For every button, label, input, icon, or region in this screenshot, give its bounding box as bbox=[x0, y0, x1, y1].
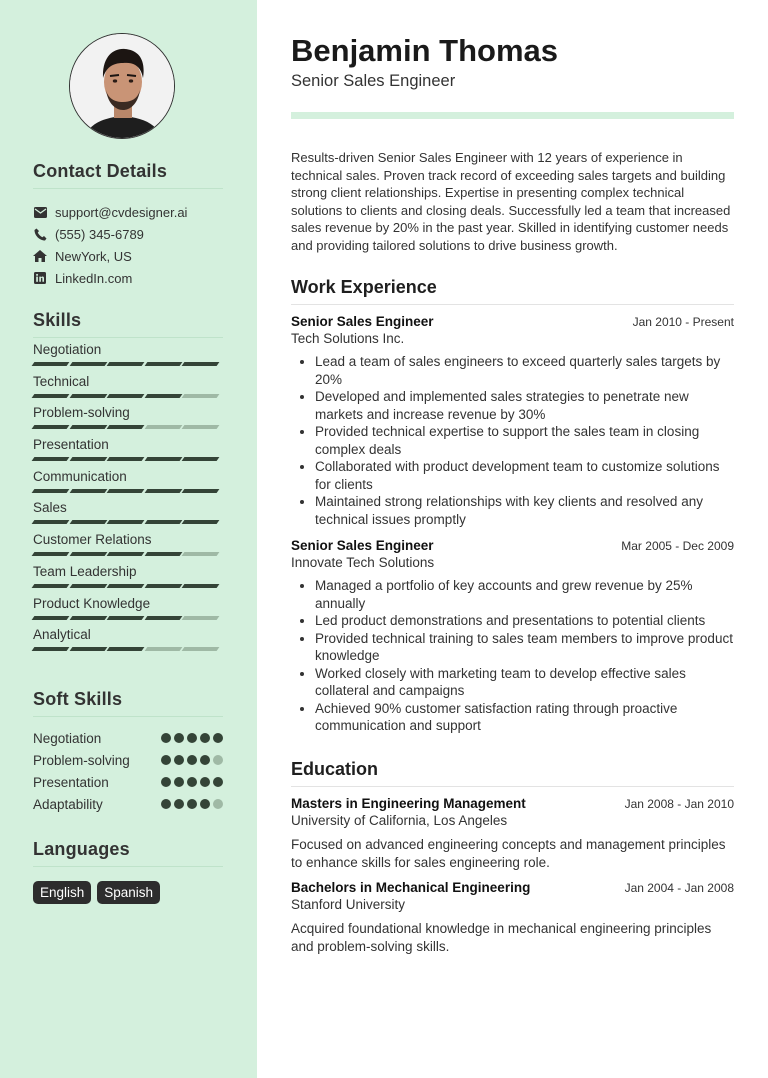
contact-title: Contact Details bbox=[33, 161, 223, 189]
skill-level-segment bbox=[107, 647, 144, 651]
soft-skill-name: Problem-solving bbox=[33, 752, 130, 768]
skill-level-segment bbox=[144, 394, 181, 398]
school-name: Stanford University bbox=[291, 897, 406, 912]
degree-name: Masters in Engineering Management bbox=[291, 796, 526, 811]
skill-item bbox=[33, 625, 223, 657]
skill-name: Analytical bbox=[33, 627, 91, 643]
education-date: Jan 2004 - Jan 2008 bbox=[624, 881, 734, 895]
skill-level-segment bbox=[32, 362, 69, 366]
envelope-icon bbox=[33, 205, 47, 219]
skill-level-segment bbox=[107, 552, 144, 556]
soft-skill-item bbox=[33, 727, 223, 749]
soft-skill-rating bbox=[161, 777, 223, 787]
linkedin-icon bbox=[33, 271, 47, 285]
soft-skills-title: Soft Skills bbox=[33, 689, 223, 717]
skill-level-meter bbox=[33, 457, 218, 461]
skill-level-meter bbox=[33, 489, 218, 493]
rating-dot bbox=[200, 755, 210, 765]
skill-level-meter bbox=[33, 552, 218, 556]
job-bullet: • Lead a team of sales engineers to exceed quarterly sales targets by 20% bbox=[315, 353, 734, 388]
skills-title: Skills bbox=[33, 310, 223, 338]
skill-level-segment bbox=[69, 616, 106, 620]
skill-item bbox=[33, 498, 223, 530]
rating-dot bbox=[161, 755, 171, 765]
soft-skills-section bbox=[33, 689, 223, 815]
job-role: Senior Sales Engineer bbox=[291, 314, 434, 329]
profile-photo bbox=[69, 33, 175, 139]
skill-level-segment bbox=[144, 647, 181, 651]
phone-icon bbox=[33, 227, 47, 241]
rating-dot bbox=[187, 799, 197, 809]
skill-level-segment bbox=[107, 457, 144, 461]
rating-dot bbox=[200, 777, 210, 787]
job-bullet: • Managed a portfolio of key accounts and grew revenue by 25% annually bbox=[315, 577, 734, 612]
job-bullets bbox=[291, 353, 734, 528]
skill-name: Customer Relations bbox=[33, 532, 152, 548]
skill-level-segment bbox=[182, 520, 219, 524]
rating-dot bbox=[161, 733, 171, 743]
skill-item bbox=[33, 372, 223, 404]
language-badge: English bbox=[33, 881, 91, 904]
job-bullet: • Developed and implemented sales strategies to penetrate new markets and increase revenue by 30% bbox=[315, 388, 734, 423]
job-date: Mar 2005 - Dec 2009 bbox=[621, 539, 734, 553]
skill-level-segment bbox=[69, 520, 106, 524]
skill-level-segment bbox=[144, 552, 181, 556]
rating-dot bbox=[174, 777, 184, 787]
skill-level-segment bbox=[182, 457, 219, 461]
skill-level-segment bbox=[182, 647, 219, 651]
languages-section bbox=[33, 839, 223, 904]
skill-level-segment bbox=[107, 394, 144, 398]
skill-level-segment bbox=[32, 425, 69, 429]
skill-level-segment bbox=[144, 584, 181, 588]
skill-level-segment bbox=[32, 520, 69, 524]
skill-name: Presentation bbox=[33, 437, 109, 453]
candidate-title: Senior Sales Engineer bbox=[291, 72, 456, 90]
skill-item bbox=[33, 530, 223, 562]
education-description: Acquired foundational knowledge in mechanical engineering principles and problem-solving skills. bbox=[291, 921, 712, 954]
contact-item bbox=[33, 245, 223, 267]
job-entry bbox=[291, 314, 734, 528]
job-bullet: • Maintained strong relationships with key clients and resolved any technical issues promptly bbox=[315, 493, 734, 528]
contact-item bbox=[33, 201, 223, 223]
skill-name: Communication bbox=[33, 468, 127, 484]
skill-level-segment bbox=[107, 520, 144, 524]
languages-list bbox=[33, 881, 223, 904]
soft-skill-item bbox=[33, 793, 223, 815]
skill-level-segment bbox=[182, 616, 219, 620]
soft-skill-item bbox=[33, 749, 223, 771]
skill-level-segment bbox=[32, 489, 69, 493]
accent-divider bbox=[291, 112, 734, 119]
rating-dot bbox=[174, 733, 184, 743]
skill-level-meter bbox=[33, 362, 218, 366]
skill-level-segment bbox=[32, 584, 69, 588]
skill-level-segment bbox=[182, 362, 219, 366]
languages-title: Languages bbox=[33, 839, 223, 867]
skill-level-segment bbox=[107, 425, 144, 429]
education-title: Education bbox=[291, 759, 734, 787]
education-entry bbox=[291, 796, 734, 871]
rating-dot bbox=[187, 733, 197, 743]
skill-level-segment bbox=[182, 425, 219, 429]
rating-dot bbox=[213, 755, 223, 765]
soft-skill-name: Presentation bbox=[33, 774, 109, 790]
rating-dot bbox=[187, 777, 197, 787]
soft-skills-list bbox=[33, 727, 223, 815]
job-bullet: • Worked closely with marketing team to develop effective sales collateral and campaigns bbox=[315, 665, 734, 700]
skill-level-segment bbox=[69, 552, 106, 556]
job-bullet: • Provided technical expertise to support the sales team in closing complex deals bbox=[315, 423, 734, 458]
job-bullets bbox=[291, 577, 734, 735]
rating-dot bbox=[200, 733, 210, 743]
education-description: Focused on advanced engineering concepts and management principles to enhance skills for sales engineering role. bbox=[291, 837, 726, 870]
skill-level-segment bbox=[144, 616, 181, 620]
skill-level-segment bbox=[107, 616, 144, 620]
skill-name: Team Leadership bbox=[33, 563, 137, 579]
rating-dot bbox=[187, 755, 197, 765]
rating-dot bbox=[161, 777, 171, 787]
skill-level-segment bbox=[107, 584, 144, 588]
candidate-name: Benjamin Thomas bbox=[291, 33, 558, 68]
job-bullet: • Collaborated with product development team to customize solutions for clients bbox=[315, 458, 734, 493]
contact-list bbox=[33, 201, 223, 289]
skills-list bbox=[33, 340, 223, 657]
skill-level-meter bbox=[33, 584, 218, 588]
degree-name: Bachelors in Mechanical Engineering bbox=[291, 880, 531, 895]
avatar-icon bbox=[70, 34, 175, 139]
rating-dot bbox=[213, 799, 223, 809]
skill-level-segment bbox=[144, 489, 181, 493]
job-bullet: • Led product demonstrations and presentations to potential clients bbox=[315, 612, 734, 630]
sidebar bbox=[0, 0, 257, 1078]
skill-name: Sales bbox=[33, 500, 67, 516]
soft-skill-name: Negotiation bbox=[33, 730, 102, 746]
job-company: Tech Solutions Inc. bbox=[291, 331, 405, 346]
skill-level-segment bbox=[182, 489, 219, 493]
skill-level-segment bbox=[69, 394, 106, 398]
job-entry bbox=[291, 538, 734, 735]
skill-level-segment bbox=[144, 362, 181, 366]
skill-level-segment bbox=[69, 425, 106, 429]
skill-level-segment bbox=[182, 394, 219, 398]
skill-name: Technical bbox=[33, 373, 90, 389]
skill-level-segment bbox=[69, 584, 106, 588]
rating-dot bbox=[174, 755, 184, 765]
skill-item bbox=[33, 594, 223, 626]
profile-summary: Results-driven Senior Sales Engineer with 12 years of experience in technical sales. Proven track record of exceeding sales targets and building strong client relationships. Expertise in presenting complex technical solutions to clients and closing deals. Successfully led a team that increased sales revenue by 20% in the past year. Skilled in identifying customer needs and providing tailored solutions to drive business growth. bbox=[291, 150, 731, 253]
skill-level-segment bbox=[32, 394, 69, 398]
school-name: University of California, Los Angeles bbox=[291, 813, 508, 828]
skill-level-segment bbox=[32, 647, 69, 651]
skill-level-meter bbox=[33, 425, 218, 429]
skills-section bbox=[33, 310, 223, 657]
soft-skill-rating bbox=[161, 799, 223, 809]
skill-level-segment bbox=[182, 584, 219, 588]
skill-level-segment bbox=[32, 616, 69, 620]
rating-dot bbox=[161, 799, 171, 809]
work-title: Work Experience bbox=[291, 277, 734, 305]
skill-level-segment bbox=[69, 489, 106, 493]
soft-skill-item bbox=[33, 771, 223, 793]
rating-dot bbox=[213, 733, 223, 743]
contact-item bbox=[33, 267, 223, 289]
education-entry bbox=[291, 880, 734, 955]
contact-text: (555) 345-6789 bbox=[55, 226, 144, 242]
skill-level-segment bbox=[144, 457, 181, 461]
home-icon bbox=[33, 249, 47, 263]
language-badge: Spanish bbox=[97, 881, 160, 904]
skill-name: Negotiation bbox=[33, 342, 102, 357]
contact-text: NewYork, US bbox=[55, 248, 132, 264]
skill-level-meter bbox=[33, 616, 218, 620]
education-date: Jan 2008 - Jan 2010 bbox=[624, 797, 734, 811]
skill-item bbox=[33, 340, 223, 372]
contact-text: support@cvdesigner.ai bbox=[55, 204, 188, 220]
job-company: Innovate Tech Solutions bbox=[291, 555, 435, 570]
skill-level-segment bbox=[69, 362, 106, 366]
rating-dot bbox=[213, 777, 223, 787]
skill-item bbox=[33, 467, 223, 499]
job-bullet: • Achieved 90% customer satisfaction rating through proactive communication and support bbox=[315, 700, 734, 735]
skill-level-segment bbox=[107, 362, 144, 366]
skill-level-segment bbox=[107, 489, 144, 493]
soft-skill-rating bbox=[161, 755, 223, 765]
skill-level-segment bbox=[182, 552, 219, 556]
skill-item bbox=[33, 562, 223, 594]
skill-item bbox=[33, 435, 223, 467]
skill-level-segment bbox=[32, 552, 69, 556]
contact-text: LinkedIn.com bbox=[55, 270, 133, 286]
job-date: Jan 2010 - Present bbox=[632, 315, 734, 329]
skill-level-segment bbox=[144, 425, 181, 429]
job-role: Senior Sales Engineer bbox=[291, 538, 434, 553]
skill-level-segment bbox=[32, 457, 69, 461]
skill-name: Problem-solving bbox=[33, 405, 130, 421]
skill-level-segment bbox=[144, 520, 181, 524]
soft-skill-rating bbox=[161, 733, 223, 743]
skill-level-meter bbox=[33, 520, 218, 524]
soft-skill-name: Adaptability bbox=[33, 796, 103, 812]
skill-level-segment bbox=[69, 647, 106, 651]
job-bullet: • Provided technical training to sales team members to improve product knowledge bbox=[315, 630, 734, 665]
skill-item bbox=[33, 403, 223, 435]
contact-item bbox=[33, 223, 223, 245]
skill-level-meter bbox=[33, 647, 218, 651]
skill-level-segment bbox=[69, 457, 106, 461]
contact-section bbox=[33, 161, 223, 289]
skill-name: Product Knowledge bbox=[33, 595, 151, 611]
rating-dot bbox=[200, 799, 210, 809]
rating-dot bbox=[174, 799, 184, 809]
skill-level-meter bbox=[33, 394, 218, 398]
